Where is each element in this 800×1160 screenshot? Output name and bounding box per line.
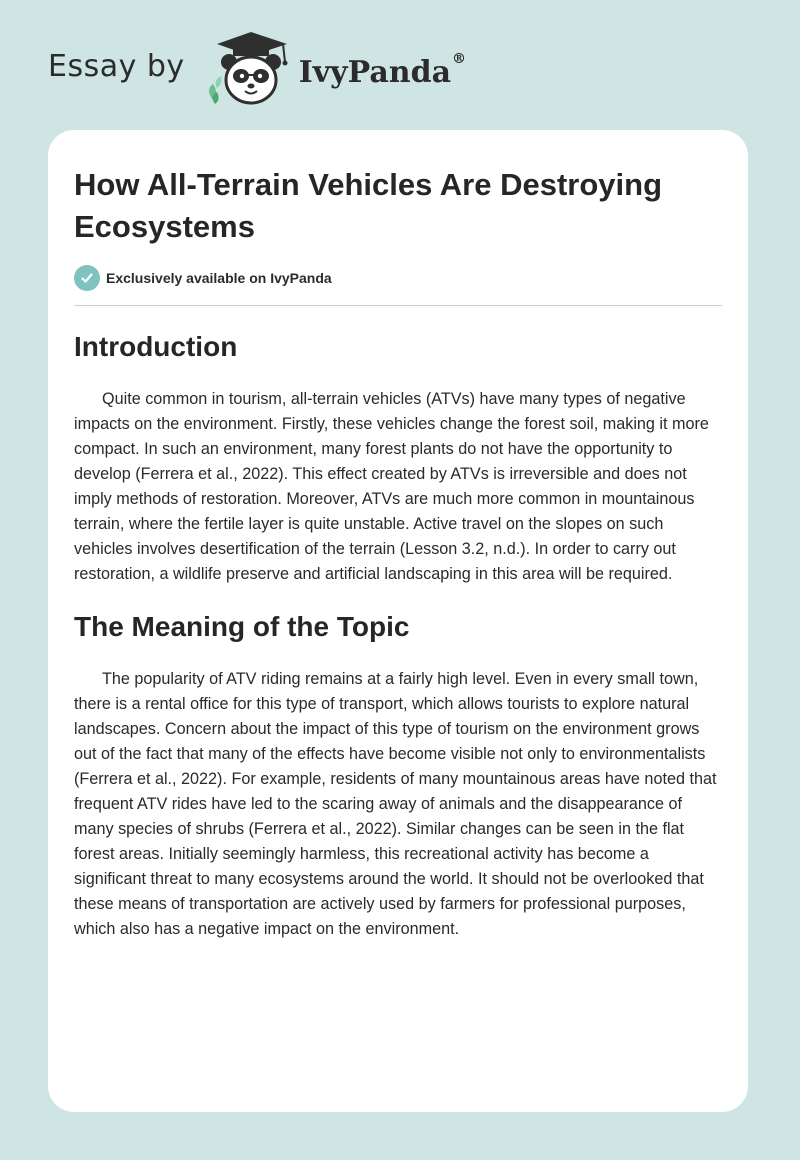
- site-header: [48, 30, 548, 110]
- exclusive-badge-label: Exclusively available on IvyPanda: [106, 270, 332, 286]
- article-card: [48, 130, 748, 1112]
- checkmark-circle-icon: [74, 265, 100, 291]
- section-heading: The Meaning of the Topic: [74, 611, 410, 642]
- brand-name[interactable]: IvyPanda®: [298, 50, 467, 90]
- section-meaning-of-topic: [74, 608, 722, 942]
- article-title: How All-Terrain Vehicles Are Destroying Ecosystems: [74, 167, 663, 244]
- exclusive-badge: [74, 265, 722, 291]
- panda-graduate-logo-icon[interactable]: [199, 30, 295, 110]
- section-heading: Introduction: [74, 331, 238, 362]
- divider: [74, 305, 722, 306]
- section-introduction: [74, 328, 722, 587]
- section-paragraph: Quite common in tourism, all-terrain vehicles (ATVs) have many types of negative impacts on the environment. Firstly, these vehicles change the forest soil, making it more compact. In such an environment, many forest plants do not have the opportunity to develop (Ferrera et al., 2022). This effect created by ATVs is irreversible and does not imply methods of restoration. Moreover, ATVs are much more common in mountainous terrain, where the fertile layer is quite unstable. Active travel on the slopes on such vehicles involves desertification of the terrain (Lesson 3.2, n.d.). In order to carry out restoration, a wildlife preserve and artificial landscaping in this area will be required.: [74, 390, 709, 583]
- registered-mark: ®: [452, 50, 467, 67]
- section-paragraph: The popularity of ATV riding remains at a fairly high level. Even in every small town, there is a rental office for this type of transport, which allows tourists to explore natural landscapes. Concern about the impact of this type of tourism on the environment grows out of the fact that many of the effects have become visible not only to environmentalists (Ferrera et al., 2022). For example, residents of many mountainous areas have noted that frequent ATV rides have led to the scaring away of animals and the disappearance of many species of shrubs (Ferrera et al., 2022). Similar changes can be seen in the flat forest areas. Initially seemingly harmless, this recreational activity has become a significant threat to many ecosystems around the world. It should not be overlooked that these means of transportation are actively used by farmers for professional purposes, which also has a negative impact on the environment.: [74, 670, 717, 938]
- essay-by-label: Essay by: [48, 48, 185, 84]
